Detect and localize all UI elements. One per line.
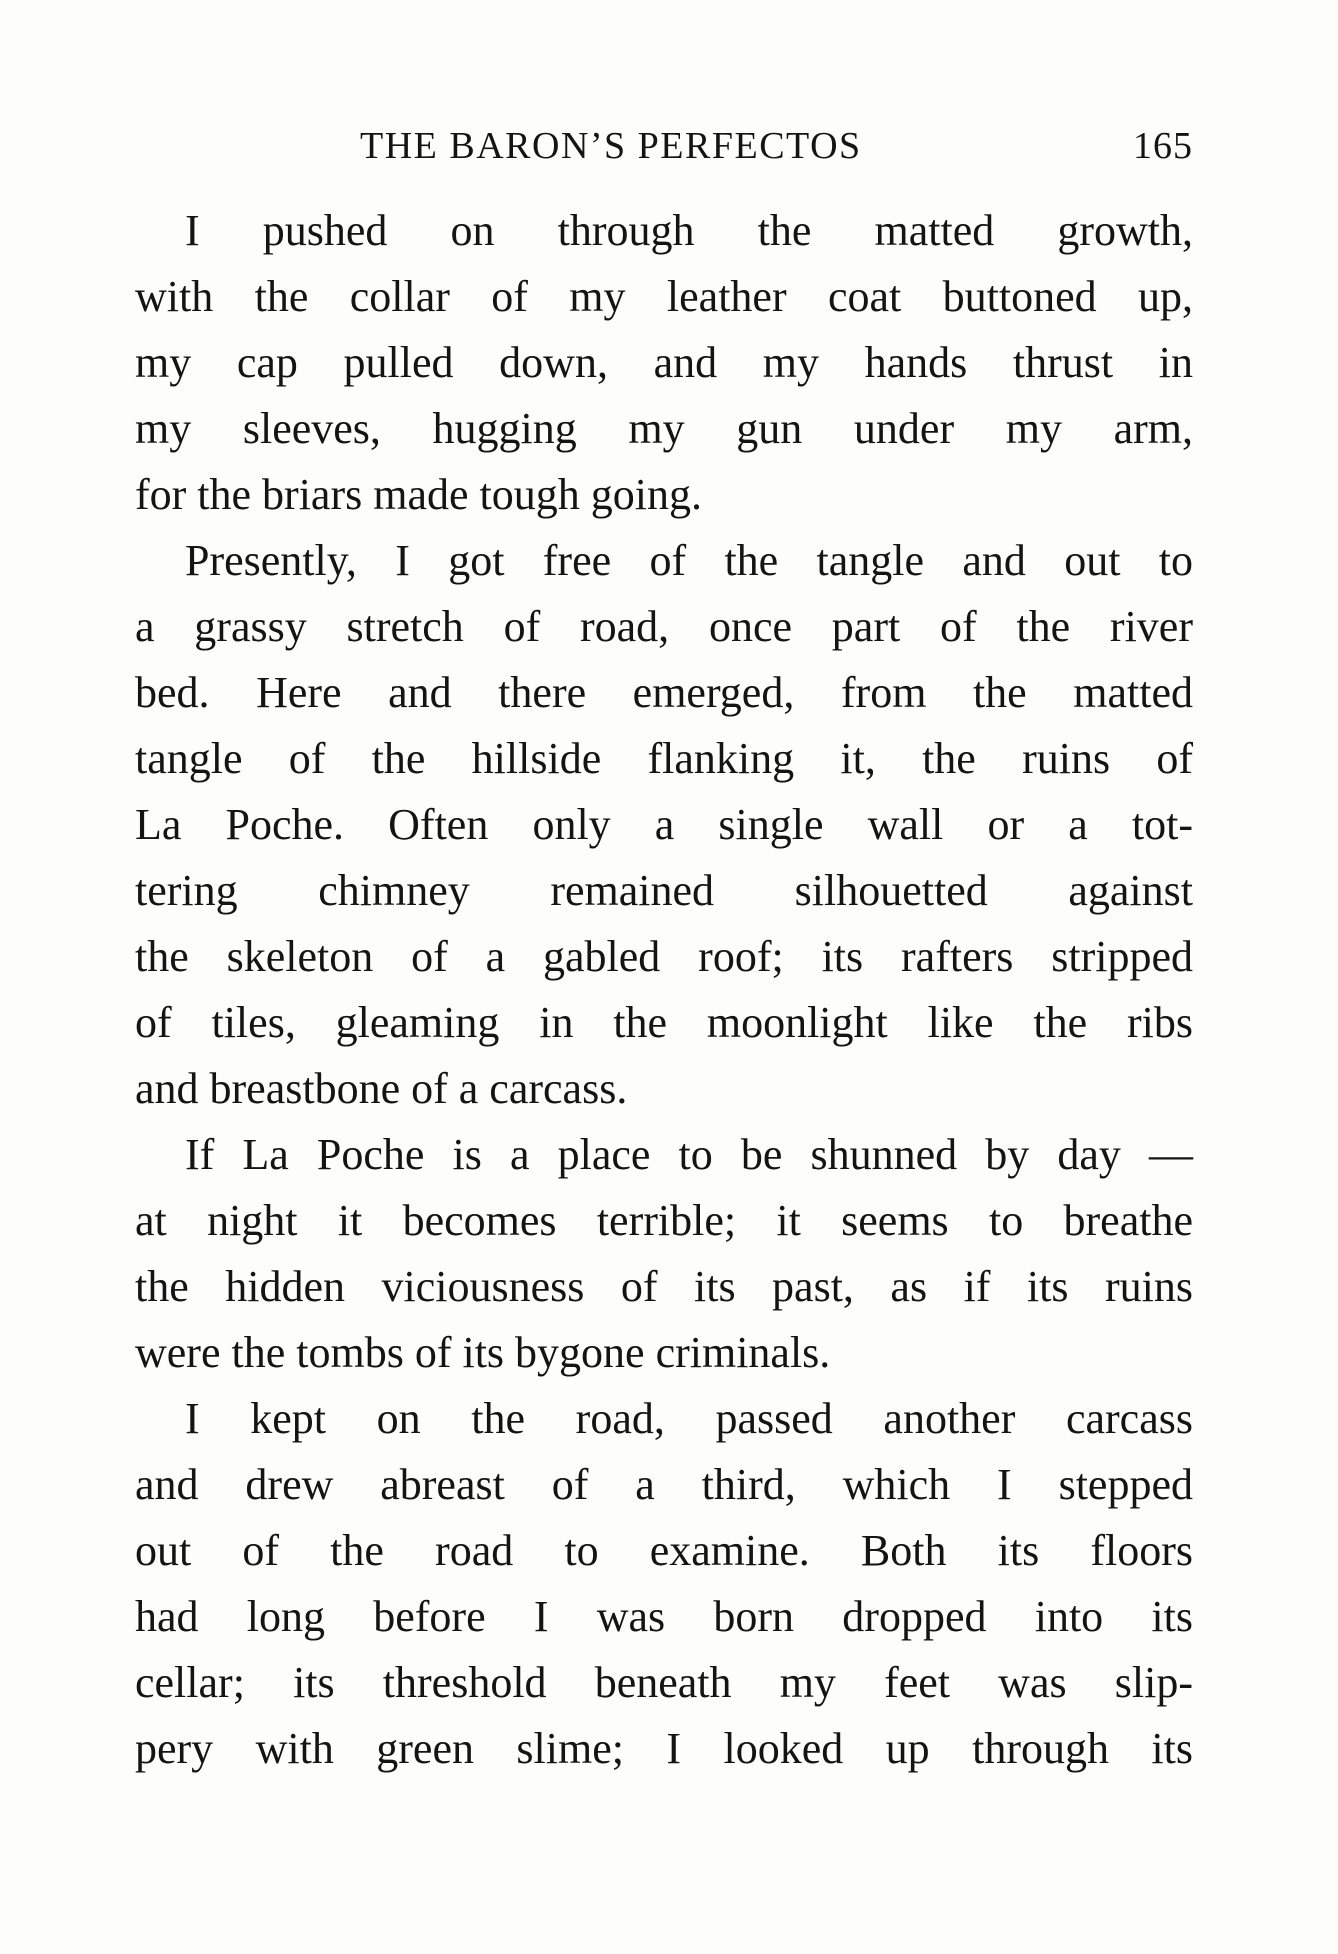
text-line: of tiles, gleaming in the moonlight like the ribs	[135, 998, 1193, 1047]
text-line: a grassy stretch of road, once part of the river	[135, 602, 1193, 651]
text-line: bed. Here and there emerged, from the matted	[135, 668, 1193, 717]
text-line: were the tombs of its bygone criminals.	[135, 1328, 831, 1377]
page-number: 165	[1133, 125, 1193, 167]
text-line: and drew abreast of a third, which I stepped	[135, 1460, 1193, 1509]
text-line: pery with green slime; I looked up through its	[135, 1724, 1193, 1773]
text-line: Presently, I got free of the tangle and out to	[185, 536, 1193, 585]
text-line: for the briars made tough going.	[135, 470, 702, 519]
running-head	[135, 122, 1193, 170]
text-line: out of the road to examine. Both its floors	[135, 1526, 1193, 1575]
body-text	[135, 198, 1193, 1782]
text-line: tering chimney remained silhouetted against	[135, 866, 1193, 915]
text-line: La Poche. Often only a single wall or a tot-	[135, 800, 1193, 849]
text-line: I pushed on through the matted growth,	[185, 206, 1193, 255]
paragraph	[135, 1122, 1193, 1386]
text-line: If La Poche is a place to be shunned by day —	[185, 1130, 1193, 1179]
text-line: my cap pulled down, and my hands thrust in	[135, 338, 1193, 387]
text-line: at night it becomes terrible; it seems to breathe	[135, 1196, 1193, 1245]
paragraph	[135, 1386, 1193, 1782]
text-line: cellar; its threshold beneath my feet was slip-	[135, 1658, 1193, 1707]
text-line: I kept on the road, passed another carcass	[185, 1394, 1193, 1443]
running-title: THE BARON’S PERFECTOS	[360, 125, 862, 167]
paragraph	[135, 198, 1193, 528]
text-line: the hidden viciousness of its past, as if its ruins	[135, 1262, 1193, 1311]
text-line: tangle of the hillside flanking it, the ruins of	[135, 734, 1193, 783]
paragraph	[135, 528, 1193, 1122]
text-line: with the collar of my leather coat buttoned up,	[135, 272, 1193, 321]
text-line: the skeleton of a gabled roof; its rafters stripped	[135, 932, 1193, 981]
text-line: my sleeves, hugging my gun under my arm,	[135, 404, 1193, 453]
text-line: had long before I was born dropped into its	[135, 1592, 1193, 1641]
text-line: and breastbone of a carcass.	[135, 1064, 628, 1113]
